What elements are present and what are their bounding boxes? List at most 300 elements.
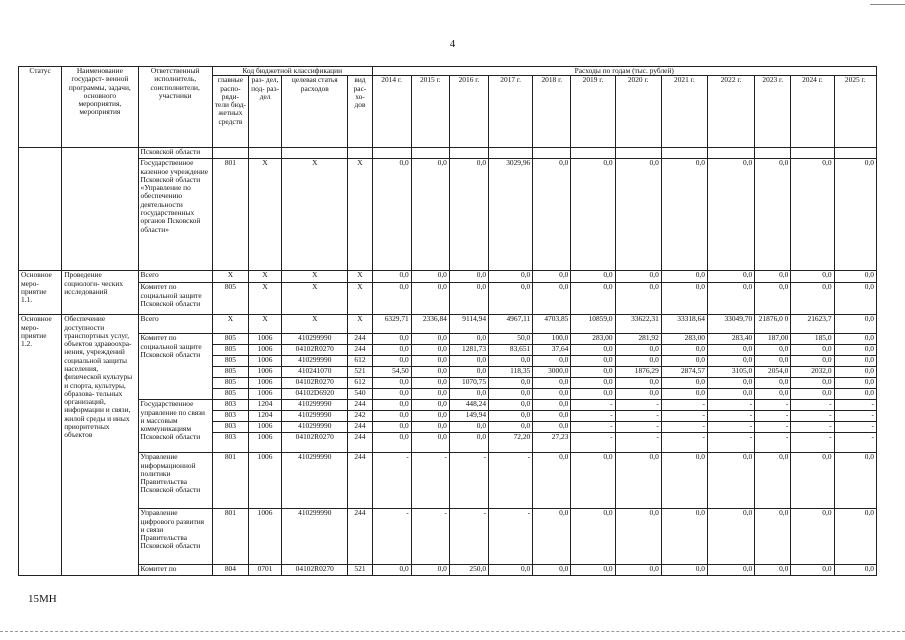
value-cell: 37,64 [533,345,571,356]
code-cell: 244 [348,422,372,433]
value-cell: 0,0 [571,345,615,356]
value-cell: 0,0 [661,453,707,509]
value-cell: 0,0 [533,271,571,283]
value-cell: 283,40 [707,334,754,345]
responsible-cell: Государственное управление по связи и массовым коммуникациям Псковской области [138,400,212,453]
empty-cell [661,148,707,159]
value-cell: 0,0 [707,271,754,283]
value-cell: - [449,453,488,509]
value-cell: 0,0 [372,422,411,433]
value-cell: 0,0 [755,345,791,356]
value-cell: 0,0 [372,565,411,576]
value-cell: 6329,71 [372,315,411,334]
empty-cell [707,148,754,159]
code-cell: 04102R0270 [282,345,348,356]
empty-cell [834,148,876,159]
col-name: Наименование государст- венной программы, задачи, основного мероприятия, мероприятия [62,67,138,148]
value-cell: 0,0 [834,356,876,367]
col-year: 2020 г. [615,76,661,148]
value-cell: 9114,94 [449,315,488,334]
value-cell: 2874,57 [661,367,707,378]
value-cell: 0,0 [755,283,791,315]
value-cell: - [707,400,754,411]
empty-cell [282,148,348,159]
code-cell: 803 [212,411,248,422]
value-cell: 0,0 [707,389,754,400]
value-cell: 0,0 [571,271,615,283]
value-cell: 21623,7 [791,315,834,334]
page-number: 4 [449,38,456,50]
value-cell: - [571,433,615,453]
code-cell: 805 [212,345,248,356]
value-cell: - [834,411,876,422]
value-cell: 0,0 [791,283,834,315]
value-cell: 72,20 [489,433,533,453]
value-cell: 0,0 [615,565,661,576]
value-cell: - [707,433,754,453]
value-cell: 33318,64 [661,315,707,334]
code-cell: 801 [212,159,248,271]
value-cell: 0,0 [661,389,707,400]
value-cell: - [489,509,533,565]
col-year: 2022 г. [707,76,754,148]
value-cell: 250,0 [449,565,488,576]
code-cell: Х [282,271,348,283]
value-cell: - [755,411,791,422]
value-cell: 0,0 [615,356,661,367]
value-cell: 0,0 [615,378,661,389]
value-cell: 1281,73 [449,345,488,356]
value-cell: 0,0 [449,389,488,400]
value-cell: 283,00 [661,334,707,345]
code-cell: 521 [348,565,372,576]
value-cell: - [372,509,411,565]
value-cell: 0,0 [791,509,834,565]
value-cell: 0,0 [533,159,571,271]
value-cell: 0,0 [449,367,488,378]
code-cell: 04102D6920 [282,389,348,400]
code-cell: 805 [212,283,248,315]
value-cell: - [834,400,876,411]
value-cell: - [707,411,754,422]
code-cell: 805 [212,334,248,345]
code-cell: 612 [348,356,372,367]
value-cell: 0,0 [571,356,615,367]
value-cell: 0,0 [571,367,615,378]
value-cell: - [571,400,615,411]
value-cell: 0,0 [571,389,615,400]
col-code-razdel: раз- дел, под- раз- дел [248,76,281,148]
code-cell: Х [212,271,248,283]
value-cell: 0,0 [661,509,707,565]
value-cell: - [755,422,791,433]
value-cell: 0,0 [489,422,533,433]
value-cell: - [791,411,834,422]
value-cell: - [411,453,449,509]
value-cell: 0,0 [372,356,411,367]
value-cell: 0,0 [707,283,754,315]
value-cell: - [755,400,791,411]
col-budget-code: Код бюджетной классификации [212,67,372,76]
col-year: 2024 г. [791,76,834,148]
col-year: 2021 г. [661,76,707,148]
code-cell: 801 [212,509,248,565]
value-cell: 0,0 [372,283,411,315]
value-cell: 0,0 [449,271,488,283]
value-cell: 0,0 [411,367,449,378]
budget-table [18,66,877,576]
code-cell: 1006 [248,453,281,509]
code-cell: 244 [348,453,372,509]
col-code-gl: главные распо- ряди- тели бюд- жетных средств [212,76,248,148]
value-cell: 0,0 [707,509,754,565]
value-cell: 0,0 [533,356,571,367]
code-cell: 1006 [248,367,281,378]
col-year: 2023 г. [755,76,791,148]
value-cell: 0,0 [707,356,754,367]
top-edge-line [870,4,905,5]
value-cell: 0,0 [755,453,791,509]
value-cell: 0,0 [411,356,449,367]
name-cell [62,148,138,271]
value-cell: 0,0 [411,159,449,271]
value-cell: 0,0 [834,345,876,356]
value-cell: 10859,0 [571,315,615,334]
bottom-edge-line [0,631,905,632]
value-cell: 0,0 [615,509,661,565]
value-cell: 0,0 [411,345,449,356]
code-cell: 244 [348,400,372,411]
value-cell: 0,0 [755,356,791,367]
value-cell: 0,0 [707,345,754,356]
code-cell: 244 [348,345,372,356]
code-cell: 410299990 [282,453,348,509]
value-cell: 0,0 [834,389,876,400]
table-row [19,453,877,509]
value-cell: 0,0 [834,509,876,565]
value-cell: 448,24 [449,400,488,411]
value-cell: 0,0 [489,400,533,411]
value-cell: 3029,96 [489,159,533,271]
responsible-cell: Комитет по социальной защите Псковской области [138,334,212,400]
code-cell: Х [248,315,281,334]
value-cell: 0,0 [372,345,411,356]
col-year: 2019 г. [571,76,615,148]
value-cell: 0,0 [449,433,488,453]
value-cell: 0,0 [791,159,834,271]
col-status: Статус [19,67,62,148]
value-cell: 27,23 [533,433,571,453]
value-cell: 0,0 [489,283,533,315]
value-cell: 33622,31 [615,315,661,334]
value-cell: 0,0 [372,389,411,400]
value-cell: 0,0 [791,565,834,576]
code-cell: 0701 [248,565,281,576]
value-cell: 0,0 [449,283,488,315]
value-cell: 0,0 [791,345,834,356]
value-cell: 0,0 [449,159,488,271]
value-cell: 83,651 [489,345,533,356]
value-cell: 0,0 [372,400,411,411]
value-cell: 0,0 [533,389,571,400]
value-cell: 0,0 [533,422,571,433]
value-cell: - [661,422,707,433]
value-cell: 0,0 [834,283,876,315]
value-cell: 0,0 [615,159,661,271]
empty-cell [372,148,411,159]
name-cell: Проведение социологи- ческих исследований [62,271,138,315]
value-cell: 2336,84 [411,315,449,334]
code-cell: 410299990 [282,334,348,345]
value-cell: 0,0 [489,378,533,389]
code-cell: 804 [212,565,248,576]
value-cell: 3000,0 [533,367,571,378]
value-cell: 283,00 [571,334,615,345]
value-cell: 0,0 [489,389,533,400]
value-cell: 0,0 [661,283,707,315]
value-cell: - [615,400,661,411]
value-cell: 0,0 [372,378,411,389]
value-cell: 0,0 [834,315,876,334]
value-cell: - [791,433,834,453]
code-cell: 805 [212,367,248,378]
code-cell: 805 [212,378,248,389]
code-cell: 410241070 [282,367,348,378]
col-expenses: Расходы по годам (тыс. рублей) [372,67,876,76]
empty-cell [212,148,248,159]
value-cell: 185,0 [791,334,834,345]
code-cell: 410299990 [282,509,348,565]
value-cell: 0,0 [834,378,876,389]
value-cell: 0,0 [411,400,449,411]
responsible-cell: Всего [138,315,212,334]
table-row [19,565,877,576]
value-cell: - [489,453,533,509]
responsible-cell: Комитет по [138,565,212,576]
col-year: 2025 г. [834,76,876,148]
code-cell: 04102R0270 [282,378,348,389]
code-cell: 1006 [248,433,281,453]
responsible-cell: Управление информационной политики Правительства Псковской области [138,453,212,509]
value-cell: 0,0 [533,400,571,411]
value-cell: 0,0 [615,283,661,315]
col-year: 2016 г. [449,76,488,148]
value-cell: 0,0 [571,378,615,389]
code-cell: Х [248,283,281,315]
code-cell: Х [348,159,372,271]
value-cell: 1070,75 [449,378,488,389]
code-cell: Х [282,283,348,315]
col-code-vid: вид рас- хо- дов [348,76,372,148]
empty-cell [791,148,834,159]
value-cell: 0,0 [372,411,411,422]
value-cell: 0,0 [615,389,661,400]
value-cell: 0,0 [411,411,449,422]
code-cell: 805 [212,389,248,400]
code-cell: Х [348,271,372,283]
value-cell: - [661,433,707,453]
code-cell: 410299990 [282,411,348,422]
code-cell: 244 [348,334,372,345]
code-cell: 410299990 [282,356,348,367]
value-cell: - [411,509,449,565]
value-cell: - [834,433,876,453]
code-cell: 1204 [248,400,281,411]
code-cell: 242 [348,411,372,422]
value-cell: 0,0 [372,433,411,453]
value-cell: 0,0 [834,334,876,345]
code-cell: 1006 [248,334,281,345]
value-cell: 4703,85 [533,315,571,334]
code-cell: 803 [212,433,248,453]
code-cell: Х [282,315,348,334]
empty-cell [571,148,615,159]
code-cell: 244 [348,433,372,453]
empty-cell [411,148,449,159]
code-cell: 1204 [248,411,281,422]
value-cell: 0,0 [834,565,876,576]
value-cell: 0,0 [755,509,791,565]
value-cell: 0,0 [449,356,488,367]
value-cell: 0,0 [411,422,449,433]
value-cell: 0,0 [661,345,707,356]
code-cell: 04102R0270 [282,433,348,453]
value-cell: 0,0 [661,356,707,367]
value-cell: 0,0 [533,565,571,576]
value-cell: 0,0 [661,159,707,271]
status-cell: Основное меро- приятие 1.1. [19,271,62,315]
table-row [19,159,877,271]
value-cell: 0,0 [615,453,661,509]
col-code-statya: целевая статья расходов [282,76,348,148]
code-cell: 1006 [248,389,281,400]
value-cell: - [791,400,834,411]
code-cell: 04102R0270 [282,565,348,576]
value-cell: - [615,411,661,422]
code-cell: 1006 [248,345,281,356]
table-row [19,315,877,334]
value-cell: 0,0 [533,509,571,565]
empty-cell [755,148,791,159]
code-cell: 803 [212,422,248,433]
value-cell: 0,0 [411,433,449,453]
value-cell: 0,0 [489,356,533,367]
code-cell: 1006 [248,509,281,565]
value-cell: 0,0 [791,271,834,283]
value-cell: 0,0 [411,283,449,315]
value-cell: - [571,411,615,422]
name-cell: Обеспечение доступности транспортных услуг, объектов здравоохра- нения, учреждений социальной защиты населения, физической культуры и спорта, культуры, образова- тельных организаций, информации и связи, жилой среды и иных приоритетных объектов [62,315,138,576]
value-cell: 0,0 [661,271,707,283]
responsible-cell: Всего [138,271,212,283]
code-cell: 612 [348,378,372,389]
header-row-1 [19,67,877,76]
value-cell: 0,0 [411,271,449,283]
empty-cell [615,148,661,159]
value-cell: - [615,422,661,433]
value-cell: 1876,29 [615,367,661,378]
value-cell: - [571,422,615,433]
code-cell: 1006 [248,422,281,433]
value-cell: 149,94 [449,411,488,422]
value-cell: 0,0 [755,271,791,283]
table-row [19,148,877,159]
code-cell: Х [348,315,372,334]
value-cell: 21876,0 0 [755,315,791,334]
table-row [19,334,877,345]
value-cell: - [372,453,411,509]
value-cell: 33049,70 [707,315,754,334]
value-cell: 0,0 [489,411,533,422]
value-cell: 0,0 [372,271,411,283]
value-cell: 0,0 [411,565,449,576]
code-cell: 801 [212,453,248,509]
table-row [19,271,877,283]
value-cell: 0,0 [372,334,411,345]
value-cell: 0,0 [533,411,571,422]
col-responsible: Ответственный исполнитель, соисполнители, участники [138,67,212,148]
code-cell: 521 [348,367,372,378]
empty-cell [489,148,533,159]
value-cell: 0,0 [755,378,791,389]
col-year: 2015 г. [411,76,449,148]
status-cell: Основное меро- приятие 1.2. [19,315,62,576]
responsible-cell: Комитет по социальной защите Псковской области [138,283,212,315]
value-cell: 0,0 [707,378,754,389]
code-cell: 1006 [248,378,281,389]
value-cell: - [661,400,707,411]
value-cell: - [615,433,661,453]
empty-cell [348,148,372,159]
code-cell: 1006 [248,356,281,367]
code-cell: 540 [348,389,372,400]
code-cell: Х [248,271,281,283]
value-cell: 187,00 [755,334,791,345]
value-cell: 0,0 [661,565,707,576]
value-cell: 0,0 [571,283,615,315]
empty-cell [248,148,281,159]
value-cell: 0,0 [372,159,411,271]
value-cell: 0,0 [791,356,834,367]
code-cell: Х [248,159,281,271]
value-cell: 0,0 [707,159,754,271]
value-cell: 2054,0 [755,367,791,378]
value-cell: 0,0 [411,389,449,400]
value-cell: 0,0 [707,453,754,509]
value-cell: 0,0 [533,283,571,315]
value-cell: 0,0 [449,334,488,345]
value-cell: 0,0 [661,378,707,389]
table-row [19,509,877,565]
code-cell: 803 [212,400,248,411]
status-cell [19,148,62,271]
value-cell: - [661,411,707,422]
value-cell: 0,0 [411,334,449,345]
col-year: 2014 г. [372,76,411,148]
value-cell: 0,0 [571,565,615,576]
value-cell: 0,0 [834,367,876,378]
empty-cell [533,148,571,159]
code-cell: 410299990 [282,400,348,411]
col-year: 2017 г. [489,76,533,148]
table-row [19,283,877,315]
value-cell: 0,0 [834,271,876,283]
value-cell: - [755,433,791,453]
value-cell: 0,0 [489,565,533,576]
value-cell: 2032,0 [791,367,834,378]
value-cell: - [449,509,488,565]
table-row [19,400,877,411]
